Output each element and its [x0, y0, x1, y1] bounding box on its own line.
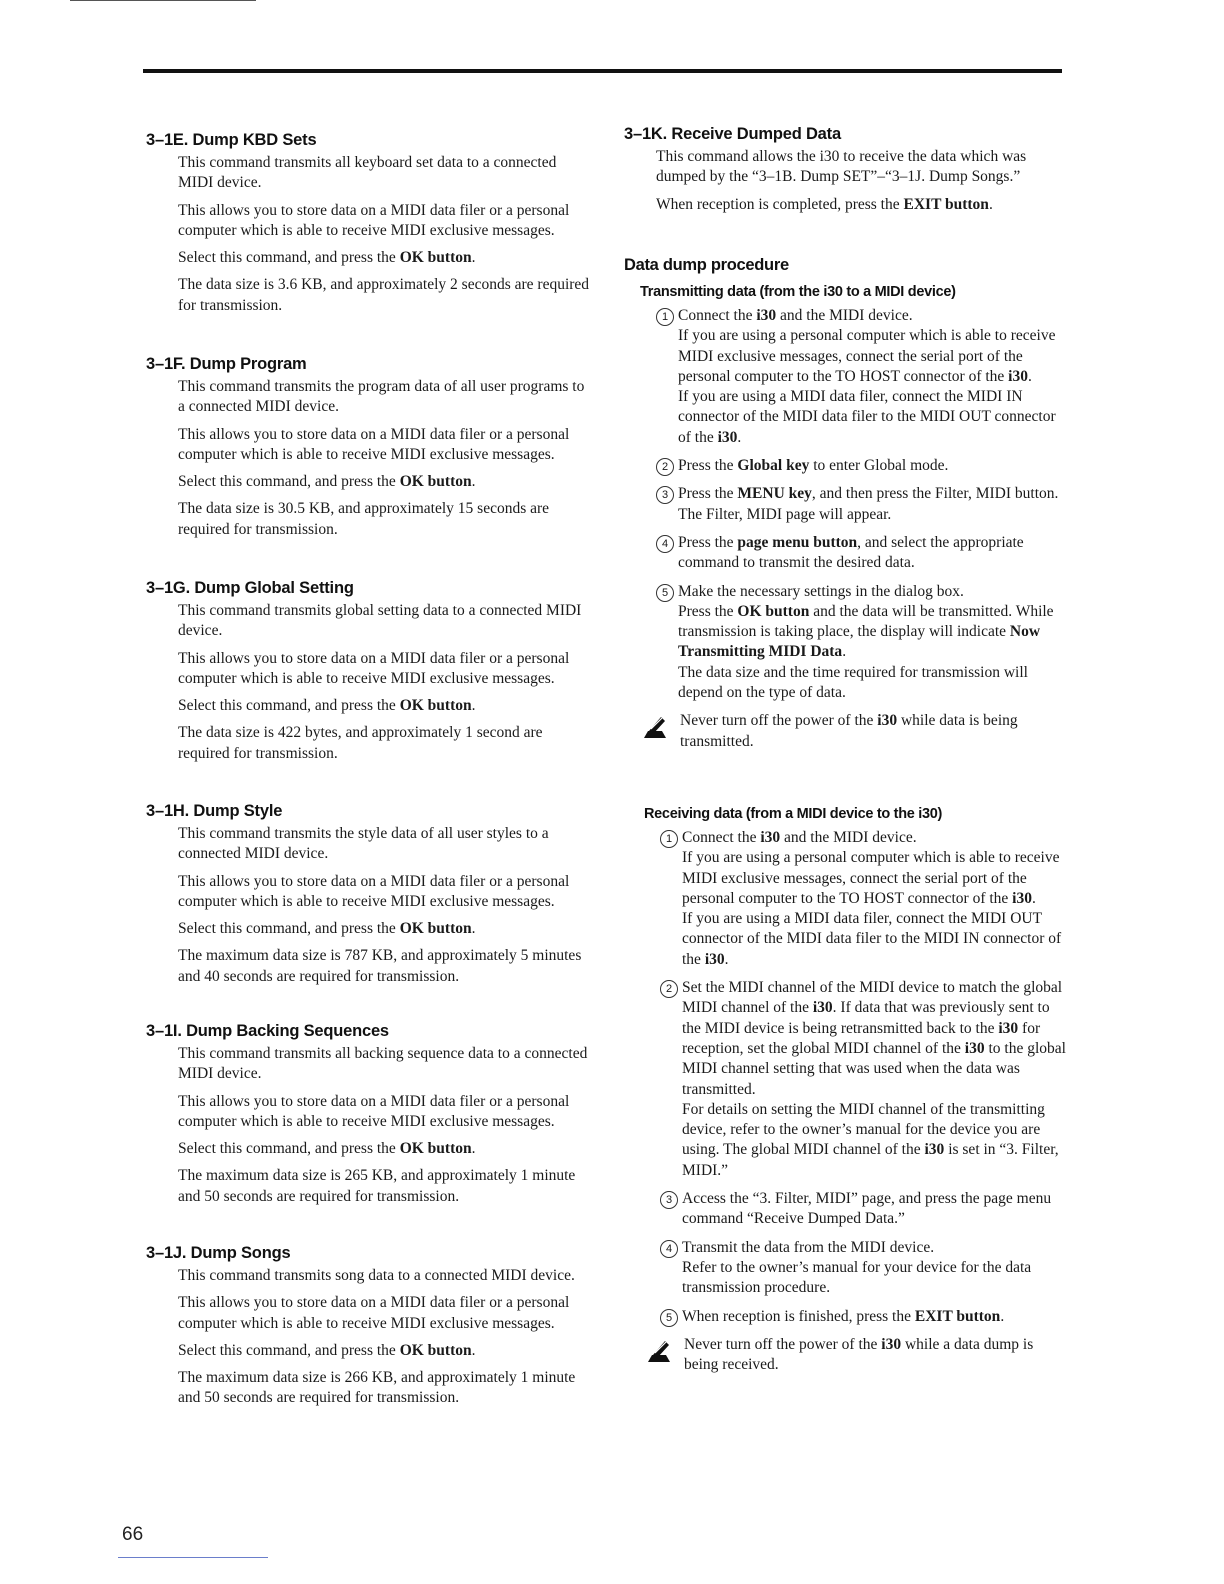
section-3-1e [146, 130, 594, 316]
header-rule [143, 69, 1062, 73]
list-item: 1 Connect the i30 and the MIDI device. If you are using a personal computer which is able to receive MIDI exclusive messages, connect the serial port of the personal computer to the TO HOST connector of the i30. If you are using a MIDI data filer, connect the MIDI IN connector of the MIDI data filer to the MIDI OUT connector of the i30. [656, 306, 1070, 448]
warning-note: Never turn off the power of the i30 while data is being transmitted. [624, 711, 1070, 752]
paragraph: Select this command, and press the OK button. [178, 473, 476, 491]
paragraph: Select this command, and press the OK button. [178, 1140, 476, 1158]
paragraph: This command transmits global setting data to a connected MIDI device. [178, 602, 582, 640]
list-item: 4 Transmit the data from the MIDI device. Refer to the owner’s manual for your device for the data transmission procedure. [660, 1238, 1070, 1299]
paragraph: This allows you to store data on a MIDI data filer or a personal computer which is able to receive MIDI exclusive messages. [178, 201, 570, 239]
step-number: 5 [656, 584, 674, 602]
paragraph: The data size is 422 bytes, and approximately 1 second are required for transmission. [178, 724, 543, 762]
paragraph: This command transmits the style data of all user styles to a connected MIDI device. [178, 825, 549, 863]
step-number: 1 [660, 830, 678, 848]
section-3-1g [146, 578, 594, 764]
list-item: 5 Make the necessary settings in the dialog box. Press the OK button and the data will be transmitted. While transmission is taking place, the display will indicate Now Transmitting MIDI Data. The data size and the time required for transmission will depend on the type of data. [656, 582, 1070, 704]
section-3-1h [146, 801, 594, 987]
paragraph: The data size is 3.6 KB, and approximately 2 seconds are required for transmission. [178, 276, 590, 314]
paragraph: This allows you to store data on a MIDI data filer or a personal computer which is able to receive MIDI exclusive messages. [178, 649, 570, 687]
list-item: 4 Press the page menu button, and select the appropriate command to transmit the desired data. [656, 533, 1070, 574]
section-title: 3–1I. Dump Backing Sequences [146, 1022, 389, 1040]
warning-note: Never turn off the power of the i30 while a data dump is being received. [624, 1335, 1070, 1376]
list-item: 1 Connect the i30 and the MIDI device. If you are using a personal computer which is able to receive MIDI exclusive messages, connect the serial port of the personal computer to the TO HOST connector of the i30. If you are using a MIDI data filer, connect the MIDI OUT connector of the MIDI data filer to the MIDI IN connector of the i30. [660, 828, 1070, 970]
list-item: 2 Set the MIDI channel of the MIDI device to match the global MIDI channel of the i30. If data that was previously sent to the MIDI device is being retransmitted back to the i30 for reception, set the global MIDI channel of the i30 to the global MIDI channel setting that was used when the data was transmitted. For details on setting the MIDI channel of the transmitting device, refer to the owner’s manual for the device you are using. The global MIDI channel of the i30 is set in “3. Filter, MIDI.” [660, 978, 1070, 1181]
transmitting-subtitle: Transmitting data (from the i30 to a MIDI device) [640, 284, 956, 300]
receiving-subtitle: Receiving data (from a MIDI device to the i30) [644, 806, 943, 822]
list-item: 3 Access the “3. Filter, MIDI” page, and press the page menu command “Receive Dumped Data.” [660, 1189, 1070, 1230]
paragraph: This allows you to store data on a MIDI data filer or a personal computer which is able to receive MIDI exclusive messages. [178, 425, 570, 463]
footer-rule [118, 1557, 268, 1558]
receiving-section [624, 804, 1070, 1375]
paragraph: This allows you to store data on a MIDI data filer or a personal computer which is able to receive MIDI exclusive messages. [178, 872, 570, 910]
paragraph: This command transmits all backing sequence data to a connected MIDI device. [178, 1045, 588, 1083]
section-title: 3–1J. Dump Songs [146, 1244, 291, 1262]
step-number: 4 [660, 1240, 678, 1258]
list-item: 2 Press the Global key to enter Global mode. [656, 456, 1070, 476]
list-item: 3 Press the MENU key, and then press the Filter, MIDI button. The Filter, MIDI page will appear. [656, 484, 1070, 525]
note-pencil-icon [646, 1338, 672, 1364]
paragraph: Select this command, and press the OK button. [178, 920, 476, 938]
note-pencil-icon [642, 714, 668, 740]
step-number: 3 [660, 1191, 678, 1209]
paragraph: The maximum data size is 787 KB, and approximately 5 minutes and 40 seconds are required for transmission. [178, 947, 582, 985]
data-dump-procedure [624, 255, 1070, 752]
paragraph: Select this command, and press the OK button. [178, 249, 476, 267]
paragraph: Select this command, and press the OK button. [178, 1341, 476, 1359]
top-left-rule [70, 0, 256, 1]
paragraph: The maximum data size is 266 KB, and approximately 1 minute and 50 seconds are required for transmission. [178, 1369, 576, 1407]
section-3-1k [624, 124, 1070, 215]
step-number: 5 [660, 1309, 678, 1327]
section-title: 3–1G. Dump Global Setting [146, 579, 354, 597]
paragraph: This allows you to store data on a MIDI data filer or a personal computer which is able to receive MIDI exclusive messages. [178, 1092, 570, 1130]
paragraph: This command transmits song data to a connected MIDI device. [178, 1267, 575, 1284]
step-number: 2 [656, 458, 674, 476]
transmit-steps [624, 306, 1070, 703]
paragraph: When reception is completed, press the EXIT button. [656, 195, 993, 213]
step-number: 4 [656, 535, 674, 553]
step-number: 2 [660, 980, 678, 998]
section-3-1i [146, 1021, 594, 1207]
section-title: 3–1K. Receive Dumped Data [624, 125, 841, 143]
paragraph: This command transmits all keyboard set data to a connected MIDI device. [178, 154, 557, 192]
paragraph: The data size is 30.5 KB, and approximately 15 seconds are required for transmission. [178, 500, 550, 538]
list-item: 5 When reception is finished, press the EXIT button. [660, 1307, 1070, 1327]
step-number: 3 [656, 486, 674, 504]
paragraph: Select this command, and press the OK button. [178, 697, 476, 715]
section-title: 3–1F. Dump Program [146, 355, 307, 373]
paragraph: The maximum data size is 265 KB, and approximately 1 minute and 50 seconds are required for transmission. [178, 1167, 576, 1205]
section-title: 3–1E. Dump KBD Sets [146, 131, 317, 149]
paragraph: This command allows the i30 to receive the data which was dumped by the “3–1B. Dump SET”–“3–1J. Dump Songs.” [656, 148, 1027, 186]
paragraph: This command transmits the program data of all user programs to a connected MIDI device. [178, 378, 585, 416]
section-3-1j [146, 1243, 594, 1409]
page-number: 66 [122, 1524, 144, 1545]
section-title: 3–1H. Dump Style [146, 802, 283, 820]
section-3-1f [146, 354, 594, 540]
paragraph: This allows you to store data on a MIDI data filer or a personal computer which is able to receive MIDI exclusive messages. [178, 1294, 570, 1332]
receive-steps [624, 828, 1070, 1327]
step-number: 1 [656, 308, 674, 326]
procedure-title: Data dump procedure [624, 256, 789, 274]
